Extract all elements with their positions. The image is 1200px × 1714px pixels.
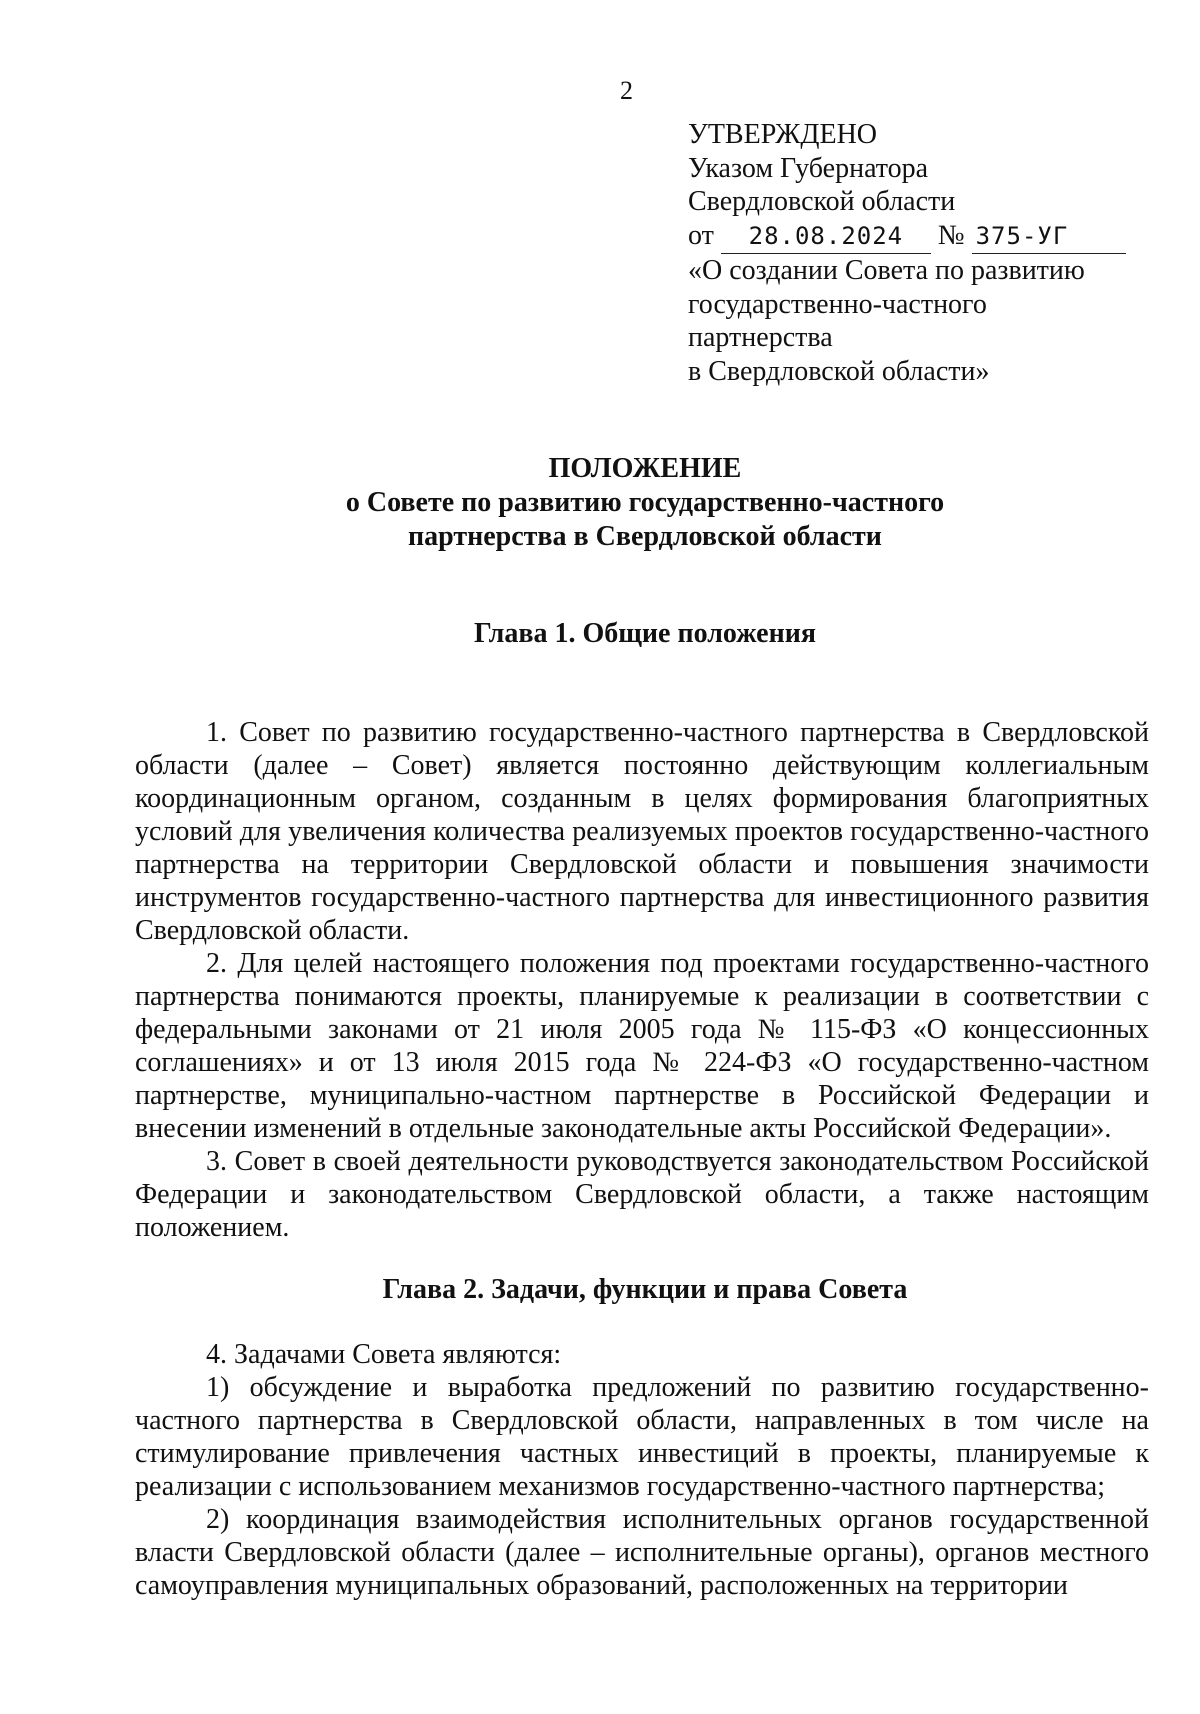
approval-date-line xyxy=(688,219,1158,255)
document-heading: ПОЛОЖЕНИЕ xyxy=(548,453,742,484)
decree-title-line: «О создании Совета по развитию xyxy=(688,255,1085,286)
paragraph: 2) координация взаимодействия исполнительных органов государственной власти Свердловской области (далее – исполнительные органы), органов местного самоуправления муниципальных образований, расположенных на территории xyxy=(135,1504,1149,1601)
decree-title-line: партнерства xyxy=(688,322,833,353)
paragraph: 1. Совет по развитию государственно-частного партнерства в Свердловской области (далее – Совет) является постоянно действующим коллегиальным координационным органом, созданным в целях формирования благоприятных условий для увеличения количества реализуемых проектов государственно-частного партнерства на территории Свердловской области и повышения значимости инструментов государственно-частного партнерства для инвестиционного развития Свердловской области. xyxy=(135,717,1149,946)
date-prefix: от xyxy=(688,219,714,251)
decree-date: 28.08.2024 xyxy=(721,220,931,255)
paragraph: 4. Задачами Совета являются: xyxy=(206,1339,562,1370)
page-number: 2 xyxy=(620,76,633,105)
paragraph: 3. Совет в своей деятельности руководствуется законодательством Российской Федерации и законодательством Свердловской области, а также настоящим положением. xyxy=(135,1146,1149,1243)
chapter-1-body xyxy=(135,716,1149,1244)
document-subtitle-line: партнерства в Свердловской области xyxy=(408,521,882,552)
document-title xyxy=(0,452,1200,554)
decree-number: 375-УГ xyxy=(972,220,1126,255)
document-subtitle-line: о Совете по развитию государственно-частного xyxy=(345,487,945,518)
chapter-1-heading: Глава 1. Общие положения xyxy=(473,618,816,649)
approval-label: УТВЕРЖДЕНО xyxy=(688,119,878,150)
chapter-2-body xyxy=(135,1338,1149,1602)
paragraph: 1) обсуждение и выработка предложений по развитию государственно-частного партнерства в Свердловской области, направленных в том числе на стимулирование привлечения частных инвестиций в проекты, планируемые к реализации с использованием механизмов государственно-частного партнерства; xyxy=(135,1372,1149,1502)
approval-authority: Указом Губернатора xyxy=(688,152,929,184)
number-prefix: № xyxy=(937,219,965,251)
approval-region: Свердловской области xyxy=(688,186,956,217)
decree-title-line: в Свердловской области» xyxy=(688,355,990,387)
chapter-2-heading: Глава 2. Задачи, функции и права Совета xyxy=(382,1274,908,1305)
paragraph: 2. Для целей настоящего положения под проектами государственно-частного партнерства понимаются проекты, планируемые к реализации в соответствии с федеральными законами от 21 июля 2005 года № 115-ФЗ «О концессионных соглашениях» и от 13 июля 2015 года № 224-ФЗ «О государственно-частном партнерстве, муниципально-частном партнерстве в Российской Федерации и внесении изменений в отдельные законодательные акты Российской Федерации». xyxy=(135,948,1149,1144)
decree-title-line: государственно-частного xyxy=(688,288,987,320)
approval-stamp xyxy=(688,118,1158,388)
